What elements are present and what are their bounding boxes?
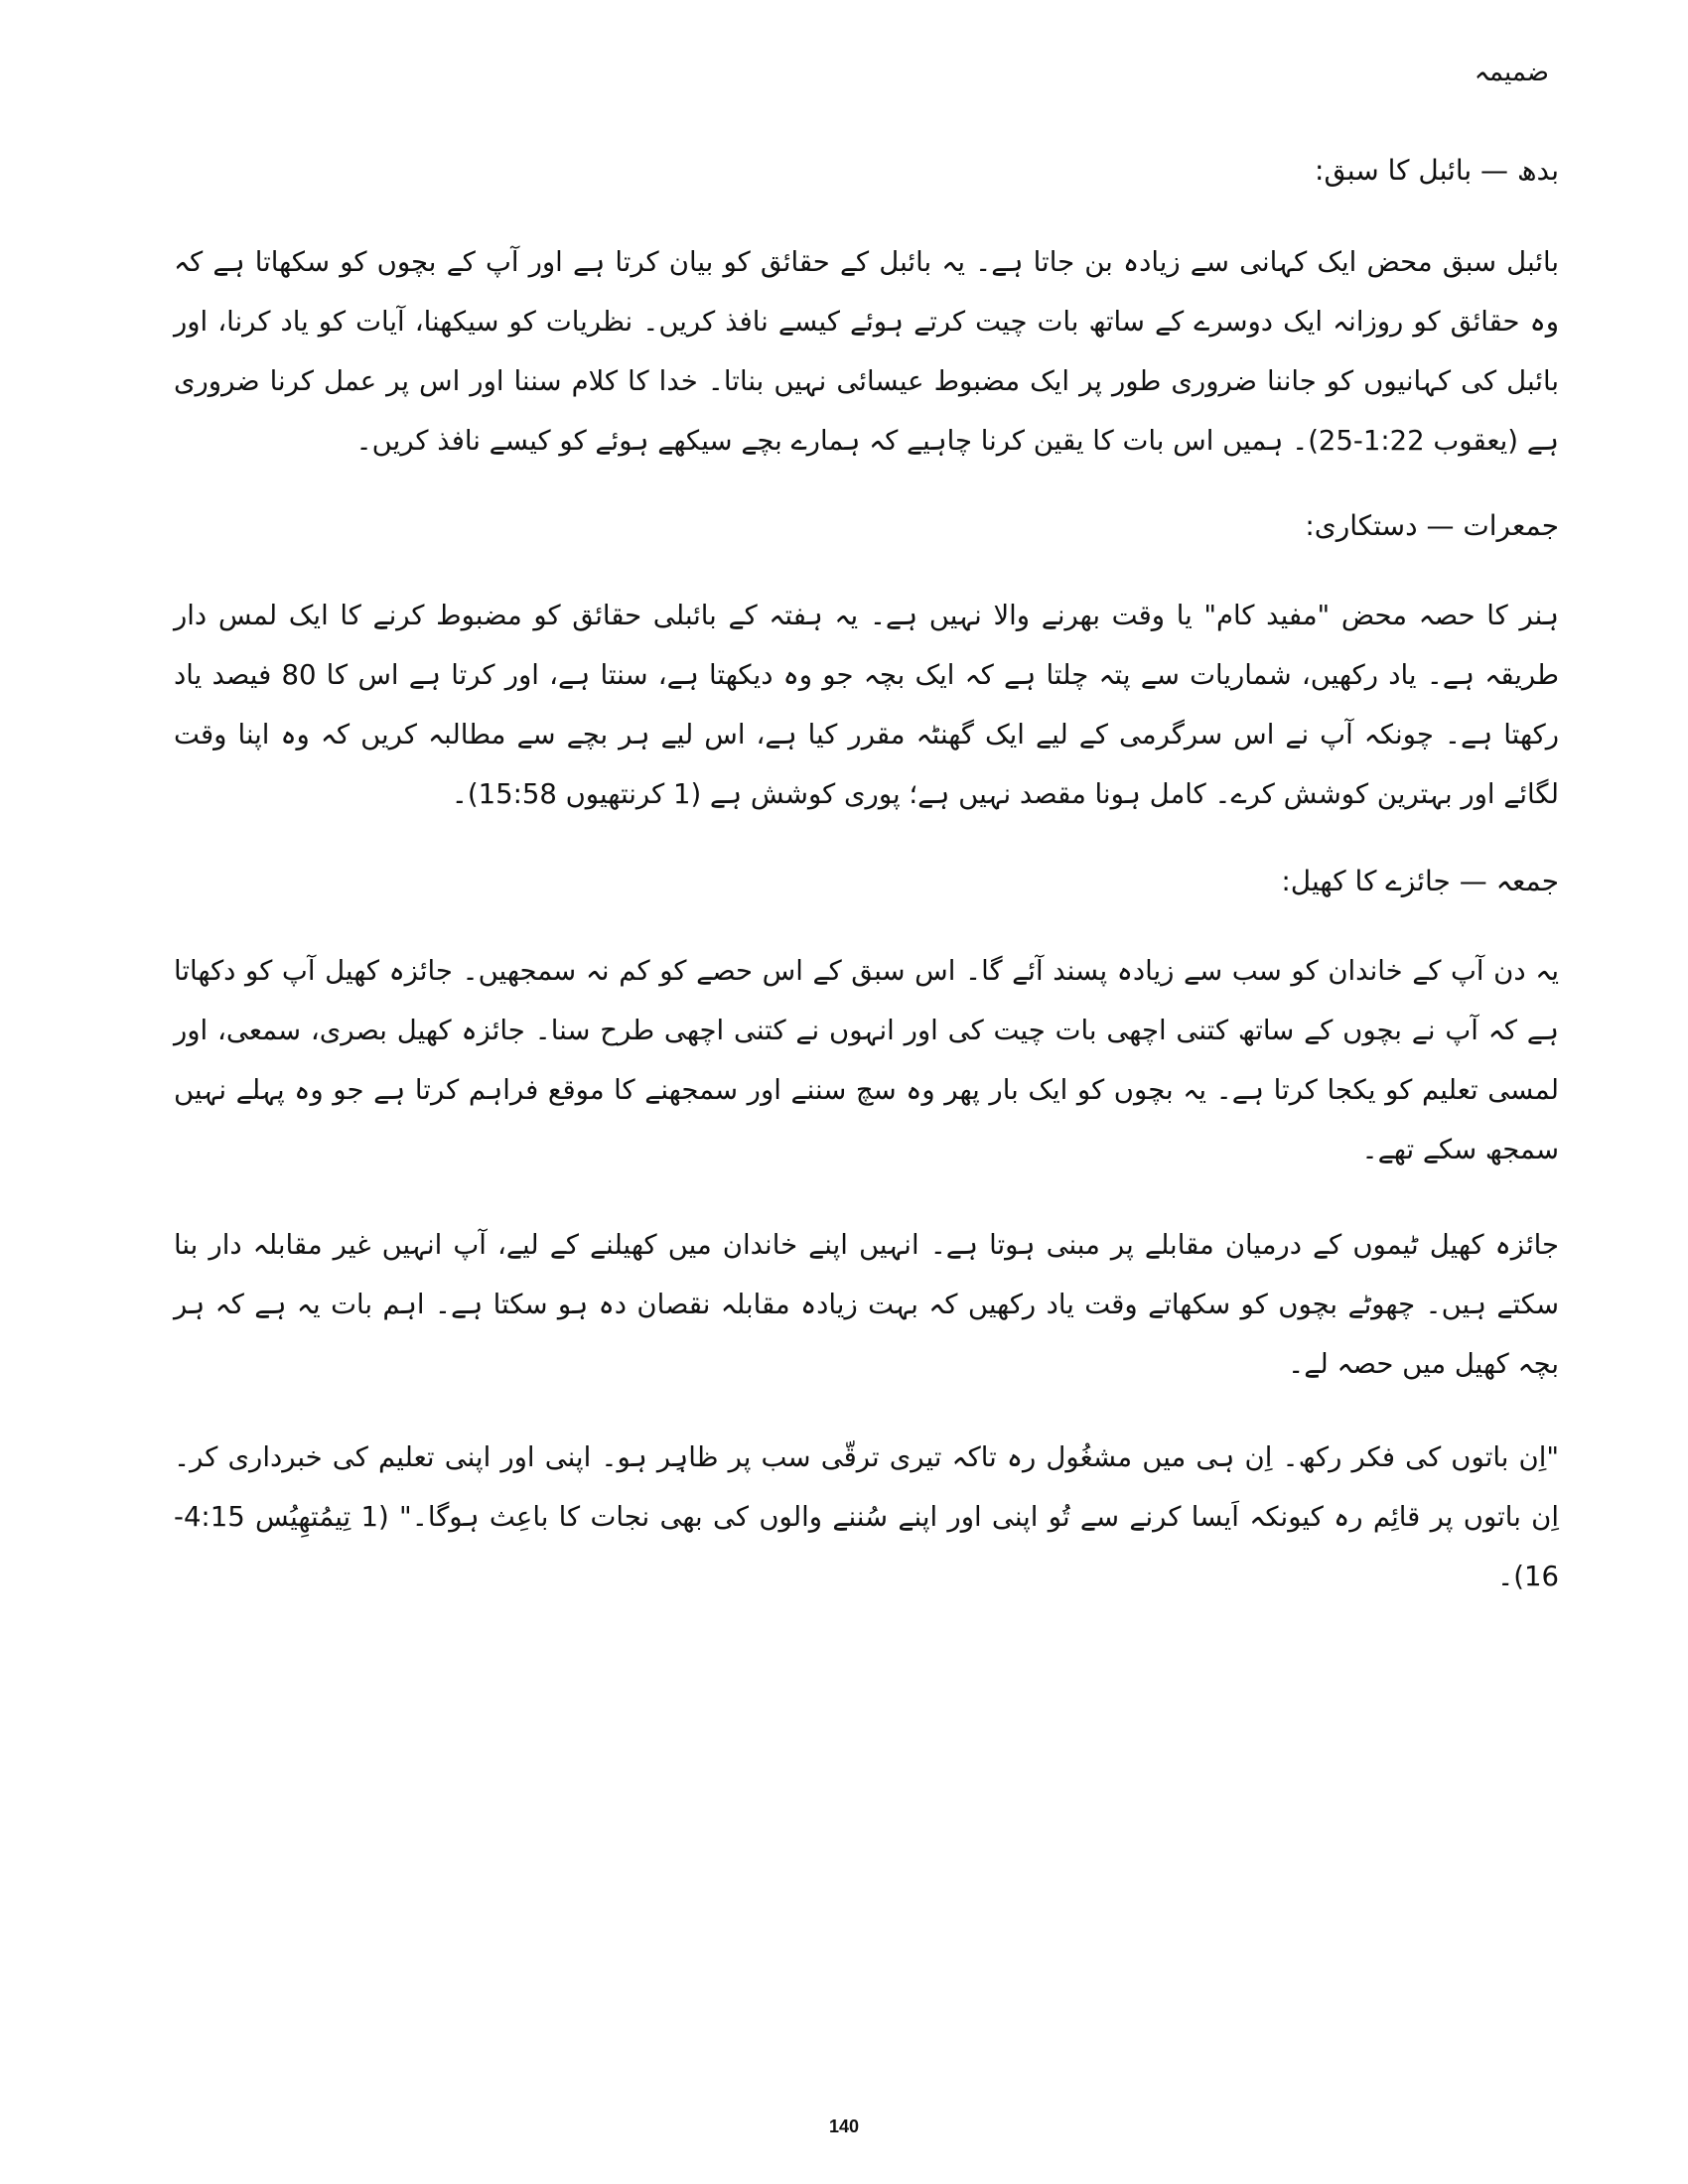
page-number: 140: [828, 2116, 860, 2136]
page-content: [174, 129, 1559, 1606]
running-head: ضمیمہ: [1474, 58, 1549, 87]
paragraph-bible-lesson: بائبل سبق محض ایک کہانی سے زیادہ بن جاتا ہے۔ یہ بائبل کے حقائق کو بیان کرتا ہے اور آپ کے بچوں کو سکھاتا ہے کہ وہ حقائق کو روزانہ ایک دوسرے کے ساتھ بات چیت کرتے ہوئے کیسے نافذ کریں۔ نظریات کو سیکھنا، آیات کو یاد کرنا، اور بائبل کی کہانیوں کو جاننا ضروری طور پر ایک مضبوط عیسائی نہیں بناتا۔ خدا کا کلام سننا اور اس پر عمل کرنا ضروری ہے (یعقوب 1:22-25)۔ ہمیں اس بات کا یقین کرنا چاہیے کہ ہمارے بچے سیکھے ہوئے کو کیسے نافذ کریں۔: [174, 246, 1559, 457]
paragraph-review-game: یہ دن آپ کے خاندان کو سب سے زیادہ پسند آئے گا۔ اس سبق کے اس حصے کو کم نہ سمجھیں۔ جائزہ کھیل آپ کو دکھاتا ہے کہ آپ نے بچوں کے ساتھ کتنی اچھی بات چیت کی اور انہوں نے کتنی اچھی طرح سنا۔ جائزہ کھیل بصری، سمعی، اور لمسی تعلیم کو یکجا کرتا ہے۔ یہ بچوں کو ایک بار پھر وہ سچ سننے اور سمجھنے کا موقع فراہم کرتا ہے جو وہ پہلے نہیں سمجھ سکے تھے۔: [174, 955, 1559, 1165]
section-heading-friday: جمعہ — جائزے کا کھیل:: [1281, 865, 1559, 897]
paragraph-competition: جائزہ کھیل ٹیموں کے درمیان مقابلے پر مبنی ہوتا ہے۔ انہیں اپنے خاندان میں کھیلنے کے لیے، آپ انہیں غیر مقابلہ دار بنا سکتے ہیں۔ چھوٹے بچوں کو سکھاتے وقت یاد رکھیں کہ بہت زیادہ مقابلہ نقصان دہ ہو سکتا ہے۔ اہم بات یہ ہے کہ ہر بچہ کھیل میں حصہ لے۔: [174, 1229, 1559, 1380]
section-heading-wednesday: بدھ — بائبل کا سبق:: [1315, 154, 1559, 187]
paragraph-craft: ہنر کا حصہ محض "مفید کام" یا وقت بھرنے والا نہیں ہے۔ یہ ہفتہ کے بائبلی حقائق کو مضبوط کرنے کا ایک لمس دار طریقہ ہے۔ یاد رکھیں، شماریات سے پتہ چلتا ہے کہ ایک بچہ جو وہ دیکھتا ہے، سنتا ہے، اور کرتا ہے اس کا 80 فیصد یاد رکھتا ہے۔ چونکہ آپ نے اس سرگرمی کے لیے ایک گھنٹہ مقرر کیا ہے، اس لیے ہر بچے سے مطالبہ کریں کہ وہ اپنا وقت لگائے اور بہترین کوشش کرے۔ کامل ہونا مقصد نہیں ہے؛ پوری کوشش ہے (1 کرنتھیوں 15:58)۔: [174, 600, 1559, 810]
paragraph-scripture-quote: "اِن باتوں کی فکر رکھ۔ اِن ہی میں مشغُول رہ تاکہ تیری ترقّی سب پر ظاہِر ہو۔ اپنی اور اپنی تعلیم کی خبرداری کر۔ اِن باتوں پر قائِم رہ کیونکہ اَیسا کرنے سے تُو اپنی اور اپنے سُننے والوں کی بھی نجات کا باعِث ہوگا۔" (1 تِیمُتھِیُس 4:15-16)۔: [174, 1441, 1559, 1592]
section-heading-thursday: جمعرات — دستکاری:: [1305, 509, 1559, 542]
